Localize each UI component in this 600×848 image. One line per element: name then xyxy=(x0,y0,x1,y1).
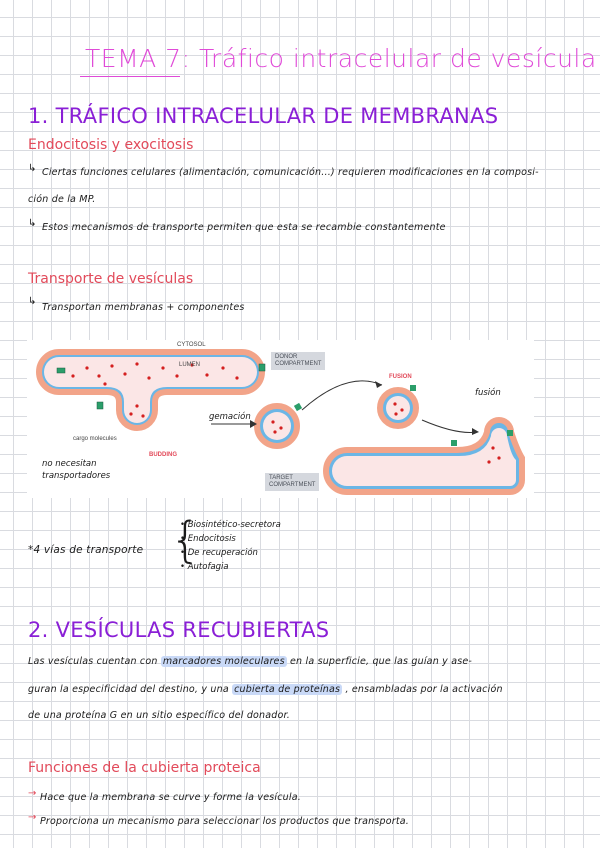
vias-list xyxy=(180,518,281,574)
functions-subheading: Funciones de la cubierta proteica xyxy=(28,760,261,776)
section2-heading: 2. VESÍCULAS RECUBIERTAS xyxy=(28,618,330,642)
arrow-path xyxy=(422,420,477,433)
brace-icon: { xyxy=(170,512,201,568)
donor-label: DONOR COMPARTMENT xyxy=(271,352,325,370)
arrow-icon: ↳ xyxy=(28,296,37,307)
paragraph-line xyxy=(28,684,503,695)
list-item: • De recuperación xyxy=(180,546,281,560)
page-title: TEMA 7: Tráfico intracelular de vesícula xyxy=(85,44,597,73)
line-1: Ciertas funciones celulares (alimentación, comunicación...) requieren modificaciones en la composi- xyxy=(42,167,539,178)
list-item: • Autofagia xyxy=(180,560,281,574)
section1-subheading: Endocitosis y exocitosis xyxy=(28,137,194,153)
text-span: Las vesículas cuentan con xyxy=(28,656,158,667)
cytosol-label: CYTOSOL xyxy=(177,342,206,348)
section1-heading: 1. TRÁFICO INTRACELULAR DE MEMBRANAS xyxy=(28,104,499,128)
target-label: TARGET COMPARTMENT xyxy=(265,473,319,491)
lumen-label: LUMEN xyxy=(179,362,201,368)
highlight: marcadores moleculares xyxy=(162,656,285,667)
line-1b: ción de la MP. xyxy=(28,194,96,205)
paragraph-line xyxy=(28,656,472,667)
list-item: • Endocitosis xyxy=(180,532,281,546)
gemacion-label: gemación xyxy=(209,412,251,422)
function-2: Proporciona un mecanismo para seleccionar los productos que transporta. xyxy=(40,816,409,827)
fusion-handwritten-label: fusión xyxy=(475,388,501,398)
budding-label: BUDDING xyxy=(149,452,177,458)
arrow-icon: ↳ xyxy=(28,163,37,174)
text-span: en la superficie, que las guían y ase- xyxy=(290,656,473,667)
vias-label: *4 vías de transporte xyxy=(28,544,144,556)
line-2: Estos mecanismos de transporte permiten que esta se recambie constantemente xyxy=(42,222,446,233)
arrow-icon: ↳ xyxy=(28,218,37,229)
function-1: Hace que la membrana se curve y forme la vesícula. xyxy=(40,792,301,803)
arrow-icon: → xyxy=(28,788,37,799)
arrow-path xyxy=(302,381,382,410)
fusion-label: FUSION xyxy=(389,374,412,380)
cargo-label: cargo molecules xyxy=(73,436,117,442)
no-transport-label-2: transportadores xyxy=(42,471,111,481)
paragraph-line: de una proteína G en un sitio específico del donador. xyxy=(28,710,290,721)
title-underline xyxy=(80,76,180,77)
arrow-icon: → xyxy=(28,812,37,823)
list-item: • Biosintético-secretora xyxy=(180,518,281,532)
transport-subheading: Transporte de vesículas xyxy=(28,271,194,287)
text-span: , ensambladas por la activación xyxy=(345,684,503,695)
no-transport-label: no necesitan xyxy=(42,459,97,469)
highlight: cubierta de proteínas xyxy=(234,684,341,695)
text-span: guran la especificidad del destino, y una xyxy=(28,684,229,695)
line-3: Transportan membranas + componentes xyxy=(42,302,245,313)
